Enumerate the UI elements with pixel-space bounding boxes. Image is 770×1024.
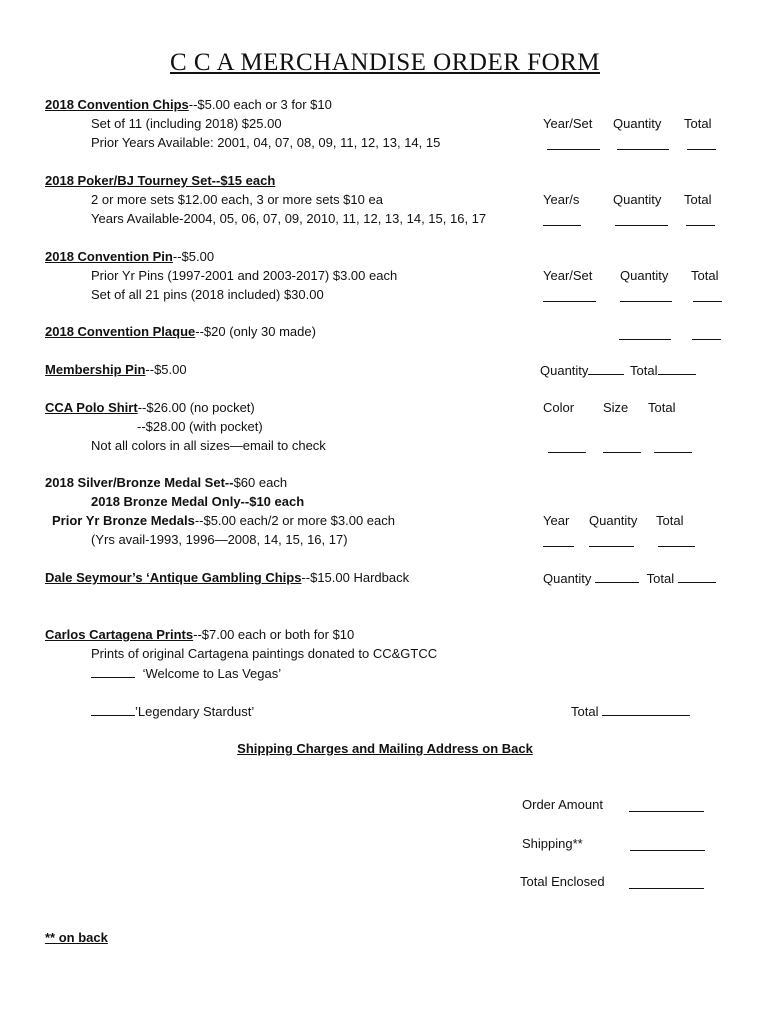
order-amount-field[interactable]: [629, 811, 704, 812]
poker-name: 2018 Poker/BJ Tourney Set--$15 each: [45, 173, 276, 188]
chips-col-yearset: Year/Set: [543, 116, 593, 131]
pin-total-field[interactable]: [693, 301, 722, 302]
poker-total-field[interactable]: [686, 225, 715, 226]
chips-col-quantity: Quantity: [613, 116, 662, 131]
poker-col-quantity: Quantity: [613, 192, 662, 207]
medal-line2: [52, 513, 395, 529]
pin-line2: Set of all 21 pins (2018 included) $30.00: [91, 287, 324, 302]
seymour-qty-label: Quantity: [543, 571, 592, 586]
polo-line2: Not all colors in all sizes—email to check: [91, 438, 326, 453]
seymour-header: [45, 570, 409, 586]
chips-line1: Set of 11 (including 2018) $25.00: [91, 116, 282, 131]
cartagena-total-label: Total: [571, 704, 599, 719]
plaque-header: [45, 324, 316, 340]
poker-col-total: Total: [684, 192, 712, 207]
total-enclosed-field[interactable]: [629, 888, 704, 889]
polo-total-field[interactable]: [654, 452, 692, 453]
order-amount-label: Order Amount: [522, 797, 603, 812]
medal-line1: 2018 Bronze Medal Only--$10 each: [91, 494, 305, 509]
membership-quantity-field[interactable]: [588, 362, 624, 375]
pin-line1: Prior Yr Pins (1997-2001 and 2003-2017) $3.00 each: [91, 268, 398, 283]
medal-line3: (Yrs avail-1993, 1996—2008, 14, 15, 16, 17): [91, 532, 348, 547]
membership-header: [45, 362, 187, 378]
poker-line1: 2 or more sets $12.00 each, 3 or more sets $10 ea: [91, 192, 383, 207]
polo-col-color: Color: [543, 400, 575, 415]
seymour-total-label: Total: [646, 571, 675, 586]
medal-col-total: Total: [656, 513, 684, 528]
poker-quantity-field[interactable]: [615, 225, 668, 226]
pin-col-total: Total: [691, 268, 719, 283]
shipping-label: Shipping**: [522, 836, 583, 851]
shipping-note: Shipping Charges and Mailing Address on Back: [237, 741, 533, 756]
medal-quantity-field[interactable]: [589, 546, 634, 547]
page-title: C C A MERCHANDISE ORDER FORM: [169, 49, 601, 76]
plaque-price: --$20 (only 30 made): [195, 324, 316, 339]
poker-years-field[interactable]: [543, 225, 581, 226]
seymour-fields: [543, 570, 716, 587]
polo-line1: --$28.00 (with pocket): [137, 419, 263, 434]
medal-name: 2018 Silver/Bronze Medal Set--: [45, 475, 234, 490]
polo-price: --$26.00 (no pocket): [137, 400, 255, 415]
chips-name: 2018 Convention Chips: [45, 97, 189, 112]
polo-color-field[interactable]: [548, 452, 586, 453]
seymour-price: --$15.00 Hardback: [301, 570, 410, 585]
medal-prior-name: Prior Yr Bronze Medals: [52, 513, 195, 528]
seymour-name: Dale Seymour’s ‘Antique Gambling Chips: [45, 570, 302, 585]
plaque-total-field[interactable]: [692, 339, 721, 340]
plaque-name: 2018 Convention Plaque: [45, 324, 196, 339]
cartagena-total-field[interactable]: [602, 703, 690, 716]
medal-col-quantity: Quantity: [589, 513, 638, 528]
chips-price: --$5.00 each or 3 for $10: [188, 97, 332, 112]
poker-line2: Years Available-2004, 05, 06, 07, 09, 2010, 11, 12, 13, 14, 15, 16, 17: [91, 211, 487, 226]
polo-col-size: Size: [603, 400, 629, 415]
medal-prior-price: --$5.00 each/2 or more $3.00 each: [194, 513, 395, 528]
total-enclosed-label: Total Enclosed: [520, 874, 605, 889]
polo-size-field[interactable]: [603, 452, 641, 453]
medal-total-field[interactable]: [658, 546, 695, 547]
cartagena-opt1-field[interactable]: [91, 665, 135, 678]
medal-year-field[interactable]: [543, 546, 574, 547]
cartagena-opt1-row: [91, 665, 281, 682]
membership-total-field[interactable]: [658, 362, 696, 375]
cartagena-opt2-row: [91, 703, 254, 720]
cartagena-price: --$7.00 each or both for $10: [193, 627, 355, 642]
membership-total-label: Total: [630, 363, 658, 378]
cartagena-name: Carlos Cartagena Prints: [45, 627, 194, 642]
membership-price: --$5.00: [145, 362, 187, 377]
cartagena-opt2-field[interactable]: [91, 703, 135, 716]
plaque-quantity-field[interactable]: [619, 339, 671, 340]
cartagena-opt2-label: ’Legendary Stardust’: [135, 704, 255, 719]
footnote: ** on back: [45, 930, 108, 945]
chips-quantity-field[interactable]: [617, 149, 669, 150]
shipping-field[interactable]: [630, 850, 705, 851]
membership-fields: [540, 362, 696, 379]
medal-price: $60 each: [233, 475, 288, 490]
membership-qty-label: Quantity: [540, 363, 589, 378]
chips-yearset-field[interactable]: [547, 149, 600, 150]
pin-col-quantity: Quantity: [620, 268, 669, 283]
chips-header: [45, 97, 332, 113]
cartagena-opt1-label: ‘Welcome to Las Vegas’: [142, 666, 282, 681]
pin-quantity-field[interactable]: [620, 301, 672, 302]
medal-col-year: Year: [543, 513, 570, 528]
chips-total-field[interactable]: [687, 149, 716, 150]
medal-header: [45, 475, 287, 491]
chips-line2: Prior Years Available: 2001, 04, 07, 08, 09, 11, 12, 13, 14, 15: [91, 135, 441, 150]
pin-price: --$5.00: [172, 249, 215, 264]
cartagena-header: [45, 627, 354, 643]
polo-col-total: Total: [648, 400, 676, 415]
seymour-total-field[interactable]: [678, 570, 716, 583]
polo-name: CCA Polo Shirt: [45, 400, 138, 415]
pin-name: 2018 Convention Pin: [45, 249, 173, 264]
pin-header: [45, 249, 214, 265]
chips-col-total: Total: [684, 116, 712, 131]
membership-name: Membership Pin: [45, 362, 146, 377]
cartagena-line1: Prints of original Cartagena paintings donated to CC&GTCC: [91, 646, 438, 661]
cartagena-total-row: [571, 703, 690, 720]
polo-header: [45, 400, 255, 416]
seymour-quantity-field[interactable]: [595, 570, 639, 583]
pin-yearset-field[interactable]: [543, 301, 596, 302]
pin-col-yearset: Year/Set: [543, 268, 593, 283]
poker-col-years: Year/s: [543, 192, 580, 207]
